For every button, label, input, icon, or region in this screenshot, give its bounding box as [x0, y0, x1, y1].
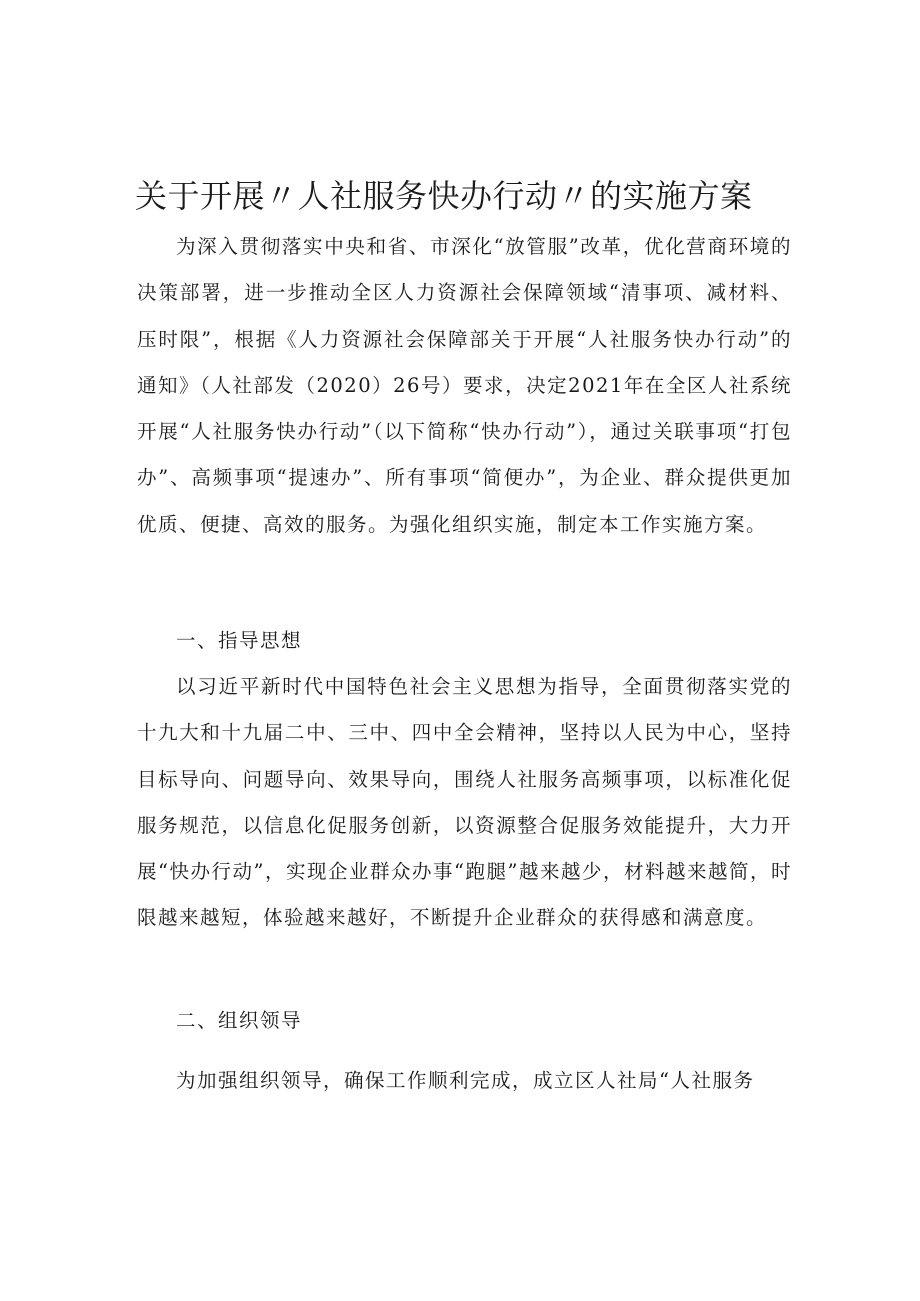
intro-paragraph: 为深入贯彻落实中央和省、市深化“放管服”改革，优化营商环境的决策部署，进一步推动全区人力资源社会保障领域“清事项、减材料、压时限”，根据《人力资源社会保障部关于开展“人社服务快办行动”的通知》（人社部发（2020）26号）要求，决定2021年在全区人社系统开展“人社服务快办行动”（以下简称“快办行动”），通过关联事项“打包办”、高频事项“提速办”、所有事项“简便办”，为企业、群众提供更加优质、便捷、高效的服务。为强化组织实施，制定本工作实施方案。	[137, 235, 792, 536]
section-2-paragraph: 为加强组织领导，确保工作顺利完成，成立区人社局“人社服务	[176, 1069, 755, 1092]
section-1-paragraph: 以习近平新时代中国特色社会主义思想为指导，全面贯彻落实党的十九大和十九届二中、三中、四中全会精神，坚持以人民为中心，坚持目标导向、问题导向、效果导向，围绕人社服务高频事项，以标准化促服务规范，以信息化促服务创新，以资源整合促服务效能提升，大力开展“快办行动”，实现企业群众办事“跑腿”越来越少，材料越来越简，时限越来越短，体验越来越好，不断提升企业群众的获得感和满意度。	[137, 675, 792, 930]
section-1-heading: 一、指导思想	[176, 629, 303, 652]
document-title: 关于开展〃人社服务快办行动〃的实施方案	[135, 177, 753, 215]
section-2-heading: 二、组织领导	[176, 1009, 303, 1032]
